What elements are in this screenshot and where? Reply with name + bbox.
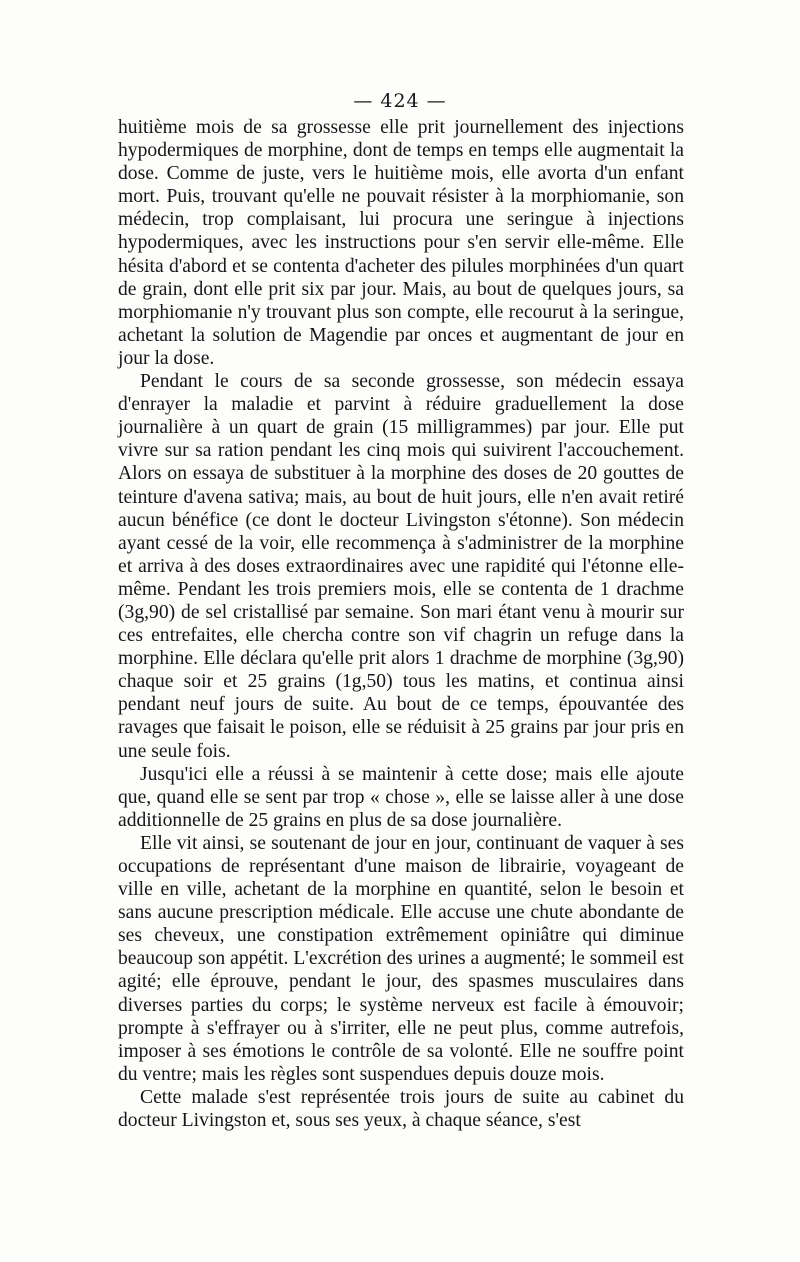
body-text	[118, 116, 684, 1132]
paragraph-5: Cette malade s'est représentée trois jours de suite au cabinet du docteur Livingston et, sous ses yeux, à chaque séance, s'est	[118, 1086, 684, 1132]
paragraph-4: Elle vit ainsi, se soutenant de jour en jour, continuant de vaquer à ses occupations de représentant d'une maison de librairie, voyageant de ville en ville, achetant de la morphine en quantité, selon le besoin et sans aucune prescription médicale. Elle accuse une chute abondante de ses cheveux, une constipation extrêmement opiniâtre qui diminue beaucoup son appétit. L'excrétion des urines a augmenté; le sommeil est agité; elle éprouve, pendant le jour, des spasmes musculaires dans diverses parties du corps; le système nerveux est facile à émouvoir; prompte à s'effrayer ou à s'irriter, elle ne peut plus, comme autrefois, imposer à ses émotions le contrôle de sa volonté. Elle ne souffre point du ventre; mais les règles sont suspendues depuis douze mois.	[118, 832, 684, 1085]
paragraph-1: huitième mois de sa grossesse elle prit journellement des injections hypodermiques de morphine, dont de temps en temps elle augmentait la dose. Comme de juste, vers le huitième mois, elle avorta d'un enfant mort. Puis, trouvant qu'elle ne pouvait résister à la morphiomanie, son médecin, trop complaisant, lui procura une seringue à injections hypodermiques, avec les instructions pour s'en servir elle-même. Elle hésita d'abord et se contenta d'acheter des pilules morphinées d'un quart de grain, dont elle prit six par jour. Mais, au bout de quelques jours, sa morphiomanie n'y trouvant plus son compte, elle recourut à la seringue, achetant la solution de Magendie par onces et augmentant de jour en jour la dose.	[118, 117, 684, 369]
paragraph-3: Jusqu'ici elle a réussi à se maintenir à cette dose; mais elle ajoute que, quand elle se sent par trop « chose », elle se laisse aller à une dose additionnelle de 25 grains en plus de sa dose journalière.	[118, 763, 684, 831]
page-number: — 424 —	[353, 90, 447, 112]
paragraph-2: Pendant le cours de sa seconde grossesse, son médecin essaya d'enrayer la maladie et parvint à réduire graduellement la dose journalière à un quart de grain (15 milligrammes) par jour. Elle put vivre sur sa ration pendant les cinq mois qui suivirent l'accouchement. Alors on essaya de substituer à la morphine des doses de 20 gouttes de teinture d'avena sativa; mais, au bout de huit jours, elle n'en avait retiré aucun bénéfice (ce dont le docteur Livingston s'étonne). Son médecin ayant cessé de la voir, elle recommença à s'administrer de la morphine et arriva à des doses extraordinaires avec une rapidité qui l'étonne elle-même. Pendant les trois premiers mois, elle se contenta de 1 drachme (3g,90) de sel cristallisé par semaine. Son mari étant venu à mourir sur ces entrefaites, elle chercha contre son vif chagrin un refuge dans la morphine. Elle déclara qu'elle prit alors 1 drachme de morphine (3g,90) chaque soir et 25 grains (1g,50) tous les matins, et continua ainsi pendant neuf jours de suite. Au bout de ce temps, épouvantée des ravages que faisait le poison, elle se réduisit à 25 grains par jour pris en une seule fois.	[118, 371, 684, 762]
